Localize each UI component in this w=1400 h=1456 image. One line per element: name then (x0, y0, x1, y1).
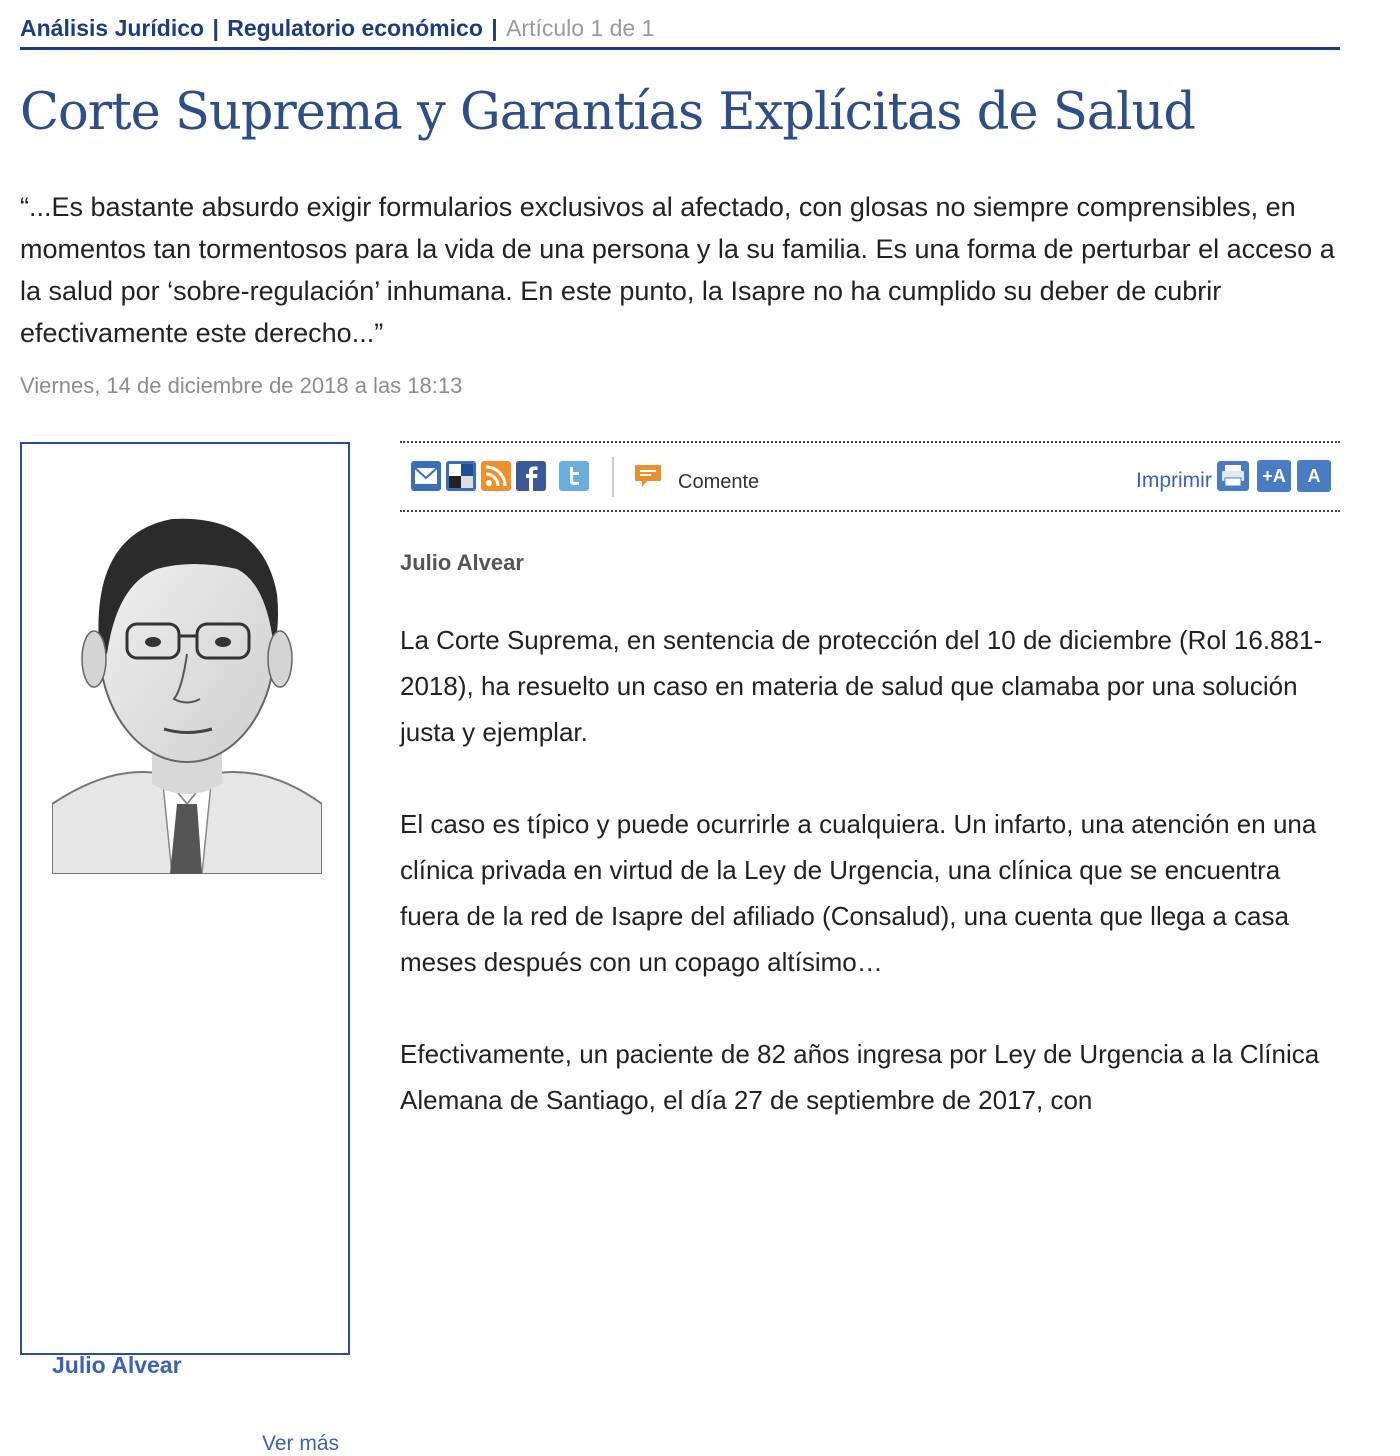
article-toolbar (400, 455, 1340, 500)
article-paragraph: La Corte Suprema, en sentencia de protección del 10 de diciembre (Rol 16.881-2018), ha resuelto un caso en materia de salud que clamaba por una solución justa y ejemplar. (400, 625, 1323, 747)
font-increase-button[interactable] (1257, 460, 1291, 492)
ver-mas-link[interactable]: Ver más (262, 1432, 340, 1455)
toolbar-top-border (400, 441, 1340, 443)
author-name-link[interactable]: Julio Alvear (52, 1352, 182, 1378)
article-paragraph: Efectivamente, un paciente de 82 años ingresa por Ley de Urgencia a la Clínica Alemana de Santiago, el día 27 de septiembre de 2017, con (400, 1039, 1320, 1115)
font-increase-label: +A (1262, 466, 1286, 486)
twitter-icon[interactable] (558, 460, 590, 492)
print-link[interactable]: Imprimir (1136, 469, 1212, 492)
author-box (20, 442, 350, 1455)
print-icon[interactable] (1216, 460, 1250, 492)
delicious-icon[interactable] (445, 460, 477, 492)
article-byline: Julio Alvear (400, 550, 524, 575)
author-portrait (52, 474, 322, 874)
font-decrease-label: A (1307, 466, 1321, 486)
comment-icon[interactable] (633, 461, 663, 491)
article-title: Corte Suprema y Garantías Explícitas de Salud (20, 83, 1195, 142)
article-date: Viernes, 14 de diciembre de 2018 a las 18:13 (20, 373, 463, 398)
article-count: Artículo 1 de 1 (506, 15, 655, 41)
facebook-icon[interactable] (515, 460, 547, 492)
article-paragraph: El caso es típico y puede ocurrirle a cualquiera. Un infarto, una atención en una clínica privada en virtud de la Ley de Urgencia, una clínica que se encuentra fuera de la red de Isapre del afiliado (Consalud), una cuenta que llega a casa meses después con un copago altísimo… (400, 809, 1317, 977)
rss-icon[interactable] (480, 460, 512, 492)
breadcrumb-separator: | (212, 15, 219, 41)
breadcrumb (20, 13, 1340, 43)
comment-button[interactable]: Comente (678, 471, 760, 493)
email-icon[interactable] (410, 460, 442, 492)
toolbar-bottom-border (400, 510, 1340, 512)
breadcrumb-separator: | (491, 15, 498, 41)
header-rule (20, 47, 1340, 50)
toolbar-divider (612, 457, 614, 497)
font-decrease-button[interactable] (1297, 460, 1331, 492)
breadcrumb-subsection[interactable]: Regulatorio económico (227, 15, 483, 41)
article-quote: “...Es bastante absurdo exigir formularios exclusivos al afectado, con glosas no siempre comprensibles, en momentos tan tormentosos para la vida de una persona y la su familia. Es una forma de perturbar el acceso a la salud por ‘sobre-regulación’ inhumana. En este punto, la Isapre no ha cumplido su deber de cubrir efectivamente este derecho...” (20, 192, 1335, 348)
breadcrumb-section[interactable]: Análisis Jurídico (20, 15, 205, 41)
